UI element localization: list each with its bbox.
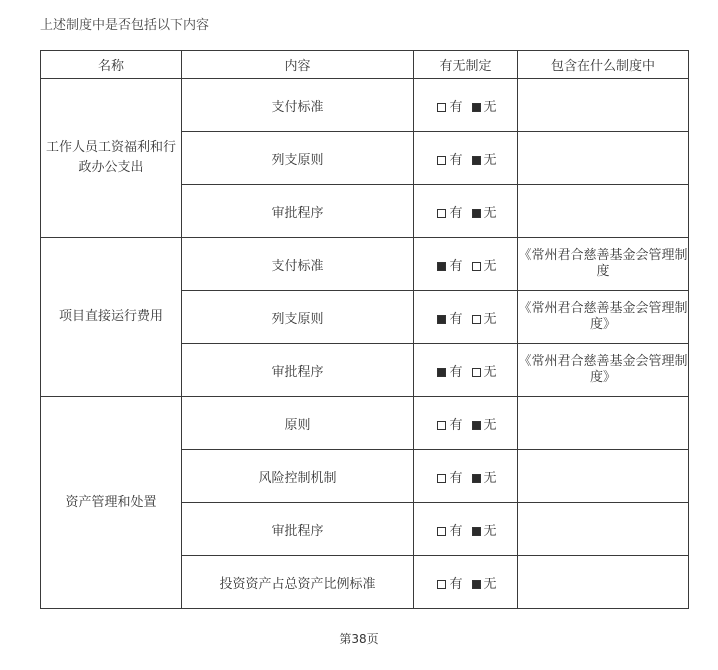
policy-name-cell [518, 185, 689, 238]
yes-label: 有 [449, 470, 463, 486]
policy-name-cell: 《常州君合慈善基金会管理制度 [518, 238, 689, 291]
has-policy-cell [414, 79, 518, 132]
yes-label: 有 [449, 417, 463, 433]
yes-checkbox[interactable] [437, 156, 446, 165]
content-cell: 支付标准 [182, 79, 414, 132]
has-policy-cell [414, 132, 518, 185]
policy-name-cell: 《常州君合慈善基金会管理制度》 [518, 291, 689, 344]
policy-name-cell [518, 79, 689, 132]
content-cell: 支付标准 [182, 238, 414, 291]
content-cell: 列支原则 [182, 291, 414, 344]
no-checkbox[interactable] [472, 474, 481, 483]
content-cell: 投资资产占总资产比例标准 [182, 556, 414, 609]
yes-label: 有 [449, 311, 463, 327]
yes-checkbox[interactable] [437, 315, 446, 324]
no-label: 无 [483, 576, 497, 592]
no-label: 无 [483, 417, 497, 433]
policy-table [40, 50, 689, 609]
yes-checkbox[interactable] [437, 209, 446, 218]
no-label: 无 [483, 523, 497, 539]
has-policy-cell [414, 556, 518, 609]
policy-name-cell [518, 450, 689, 503]
content-cell: 风险控制机制 [182, 450, 414, 503]
table-body [41, 79, 689, 609]
page-number: 第38页 [339, 632, 379, 646]
table-header-row [41, 51, 689, 79]
has-policy-cell [414, 238, 518, 291]
yes-checkbox[interactable] [437, 580, 446, 589]
has-policy-cell [414, 503, 518, 556]
yes-label: 有 [449, 576, 463, 592]
no-checkbox[interactable] [472, 580, 481, 589]
table-row [41, 238, 689, 291]
yes-label: 有 [449, 205, 463, 221]
no-label: 无 [483, 311, 497, 327]
no-checkbox[interactable] [472, 527, 481, 536]
table-row [41, 397, 689, 450]
yes-checkbox[interactable] [437, 262, 446, 271]
table-row [41, 79, 689, 132]
yes-checkbox[interactable] [437, 527, 446, 536]
no-label: 无 [483, 470, 497, 486]
intro-text: 上述制度中是否包括以下内容 [40, 18, 210, 33]
no-checkbox[interactable] [472, 209, 481, 218]
yes-label: 有 [449, 99, 463, 115]
no-checkbox[interactable] [472, 262, 481, 271]
no-checkbox[interactable] [472, 156, 481, 165]
no-label: 无 [483, 152, 497, 168]
policy-name-cell [518, 503, 689, 556]
policy-name-cell [518, 132, 689, 185]
header-name: 名称 [41, 51, 182, 79]
no-checkbox[interactable] [472, 368, 481, 377]
content-cell: 审批程序 [182, 185, 414, 238]
has-policy-cell [414, 450, 518, 503]
group-name-cell: 工作人员工资福利和行政办公支出 [41, 79, 182, 238]
yes-checkbox[interactable] [437, 368, 446, 377]
no-label: 无 [483, 258, 497, 274]
content-cell: 审批程序 [182, 503, 414, 556]
yes-label: 有 [449, 258, 463, 274]
group-name-cell: 项目直接运行费用 [41, 238, 182, 397]
content-cell: 列支原则 [182, 132, 414, 185]
no-checkbox[interactable] [472, 315, 481, 324]
has-policy-cell [414, 185, 518, 238]
policy-name-cell [518, 397, 689, 450]
has-policy-cell [414, 344, 518, 397]
policy-name-cell [518, 556, 689, 609]
no-label: 无 [483, 364, 497, 380]
no-label: 无 [483, 205, 497, 221]
header-has-policy: 有无制定 [414, 51, 518, 79]
has-policy-cell [414, 291, 518, 344]
policy-name-cell: 《常州君合慈善基金会管理制度》 [518, 344, 689, 397]
has-policy-cell [414, 397, 518, 450]
yes-label: 有 [449, 523, 463, 539]
yes-label: 有 [449, 152, 463, 168]
no-checkbox[interactable] [472, 421, 481, 430]
yes-checkbox[interactable] [437, 103, 446, 112]
yes-checkbox[interactable] [437, 421, 446, 430]
no-checkbox[interactable] [472, 103, 481, 112]
content-cell: 原则 [182, 397, 414, 450]
no-label: 无 [483, 99, 497, 115]
header-included-in: 包含在什么制度中 [518, 51, 689, 79]
header-content: 内容 [182, 51, 414, 79]
group-name-cell: 资产管理和处置 [41, 397, 182, 609]
yes-checkbox[interactable] [437, 474, 446, 483]
content-cell: 审批程序 [182, 344, 414, 397]
yes-label: 有 [449, 364, 463, 380]
